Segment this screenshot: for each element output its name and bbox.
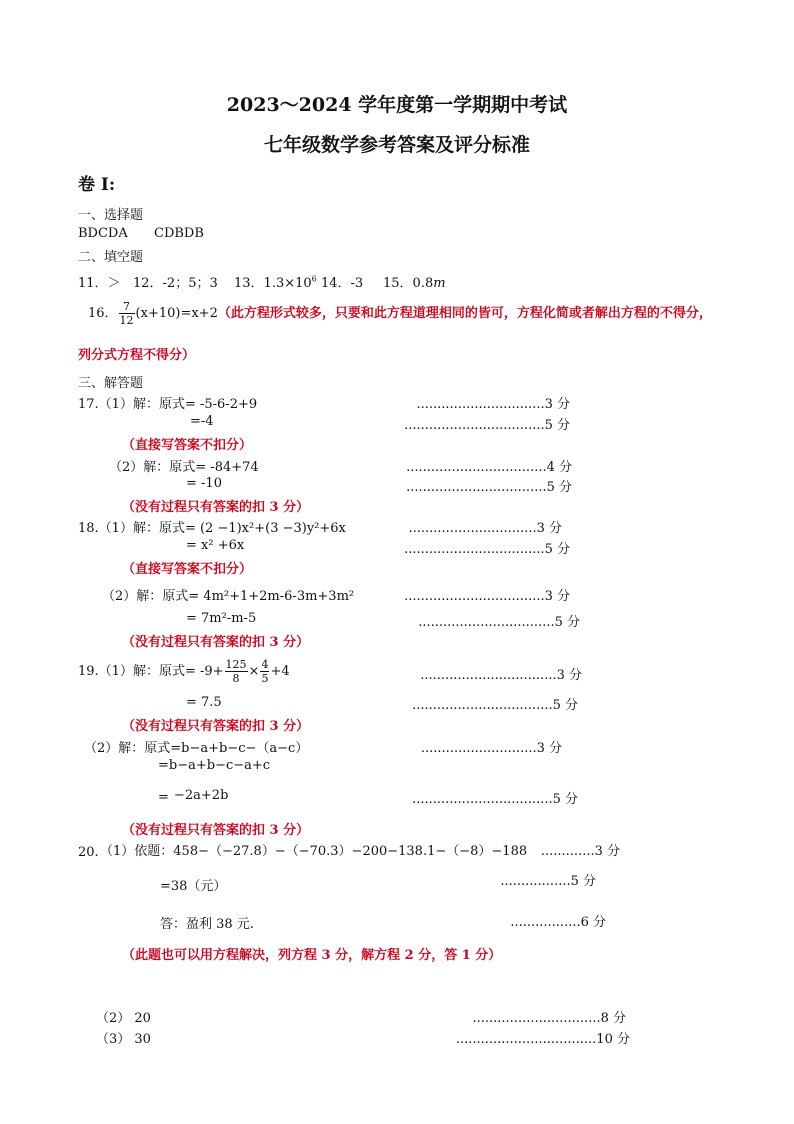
fraction-7-12: $\frac{7}{12}$ [119, 300, 134, 327]
q19-p1-score2: ..................................5 分 [412, 698, 578, 713]
q20-p3-score: ..................................10 分 [455, 1032, 630, 1047]
q18-p2-line1: （2）解：原式= 4m²+1+2m-6-3m+3m² [102, 589, 355, 604]
section-choice-label: 一、选择题 [78, 208, 144, 223]
q20-p2-score: ...............................8 分 [472, 1011, 626, 1026]
fill-q11: 11．＞ [78, 276, 121, 291]
part-label: 卷 I: [78, 175, 116, 195]
q17-p2-line2: = -10 [186, 476, 222, 491]
q20-p1-note: （此题也可以用方程解决，列方程 3 分，解方程 2 分，答 1 分） [122, 948, 502, 963]
q16-note-cont: 列分式方程不得分） [78, 348, 196, 363]
q20-number: 20. [78, 845, 99, 860]
q19-p2-note: （没有过程只有答案的扣 3 分） [122, 823, 310, 838]
q19-p1-line1: 19.（1）解：原式= -9+ $\frac{125}{8}$ × $\frac{4}{5}$ +4 [78, 658, 290, 685]
section-fill-label: 二、填空题 [78, 250, 144, 265]
fill-q13: 13．$1.3\times 10^6$ [234, 274, 317, 291]
q17-p2-line1: （2）解：原式= -84+74 [109, 460, 259, 475]
q18-p1-line1: 18.（1）解：原式= (2 −1)x²+(3 −3)y²+6x [78, 521, 346, 536]
q20-p1-score1: .............3 分 [540, 844, 620, 859]
q19-p2-score1: ............................3 分 [420, 741, 562, 756]
q20-p2: （2） 20 [96, 1011, 151, 1026]
q17-p2-score1: ..................................4 分 [406, 460, 572, 475]
q18-p1-note: （直接写答案不扣分） [122, 562, 253, 577]
q17-p1-line1: 17.（1）解：原式= -5-6-2+9 [78, 397, 258, 412]
q18-p1-score2: ..................................5 分 [404, 542, 570, 557]
q17-p1-score2: ..................................5 分 [404, 418, 570, 433]
q19-p2-line1: （2）解：原式=b−a+b−c−（a−c） [84, 741, 309, 756]
q18-p2-note: （没有过程只有答案的扣 3 分） [122, 635, 310, 650]
q17-p1-score1: ...............................3 分 [416, 397, 570, 412]
q19-p1-note: （没有过程只有答案的扣 3 分） [122, 719, 310, 734]
fraction-4-5: $\frac{4}{5}$ [261, 658, 269, 685]
q17-p1-note: （直接写答案不扣分） [122, 438, 253, 453]
fill-q16: 16． $\frac{7}{12}$ (x+10)=x+2（此方程形式较多，只要和此方程道理相同的皆可，方程化简或者解出方程的不得分， [88, 300, 712, 327]
q20-p1-answer: 答：盈利 38 元. [160, 917, 254, 932]
fill-q12: 12．-2；5；3 [133, 276, 218, 291]
answer-key-title: 七年级数学参考答案及评分标准 [263, 134, 530, 156]
q20-p3: （3） 30 [96, 1032, 151, 1047]
section-solve-label: 三、解答题 [78, 376, 144, 391]
q20-p1-line2: =38（元） [160, 879, 227, 894]
q18-p2-line2: = 7m²-m-5 [186, 611, 257, 626]
q20-p1-score3: .................6 分 [510, 915, 606, 930]
q19-p1-line2: = 7.5 [186, 695, 222, 710]
choice-answers-1-5: BDCDA [78, 226, 128, 241]
q20-p1-score2: .................5 分 [500, 874, 596, 889]
q19-p2-eq-sign: = [158, 790, 169, 805]
q18-p2-score2: .................................5 分 [418, 615, 580, 630]
q19-p2-line2: =b−a+b−c−a+c [158, 758, 271, 773]
q18-p2-score1: ..................................3 分 [404, 589, 570, 604]
fraction-125-8: $\frac{125}{8}$ [225, 658, 247, 685]
q18-p1-line2: = x² +6x [186, 538, 245, 553]
choice-answers-6-10: CDBDB [154, 226, 204, 241]
q17-p1-line2: =-4 [190, 414, 214, 429]
q19-p1-score1: .................................3 分 [420, 668, 582, 683]
q17-p2-score2: ..................................5 分 [406, 480, 572, 495]
q18-p1-score1: ...............................3 分 [408, 521, 562, 536]
q20-p1-line1: （1）依题：458−（−27.8）−（−70.3）−200−138.1−（−8）−188 [100, 844, 528, 859]
fill-q15: 15．0.8m [383, 276, 446, 291]
q17-p2-note: （没有过程只有答案的扣 3 分） [122, 500, 310, 515]
exam-title: 2023～2024 学年度第一学期期中考试 [226, 94, 568, 116]
q19-p2-score2: ..................................5 分 [412, 792, 578, 807]
q19-p2-line3: −2a+2b [174, 788, 229, 803]
fill-q14: 14．-3 [321, 276, 364, 291]
